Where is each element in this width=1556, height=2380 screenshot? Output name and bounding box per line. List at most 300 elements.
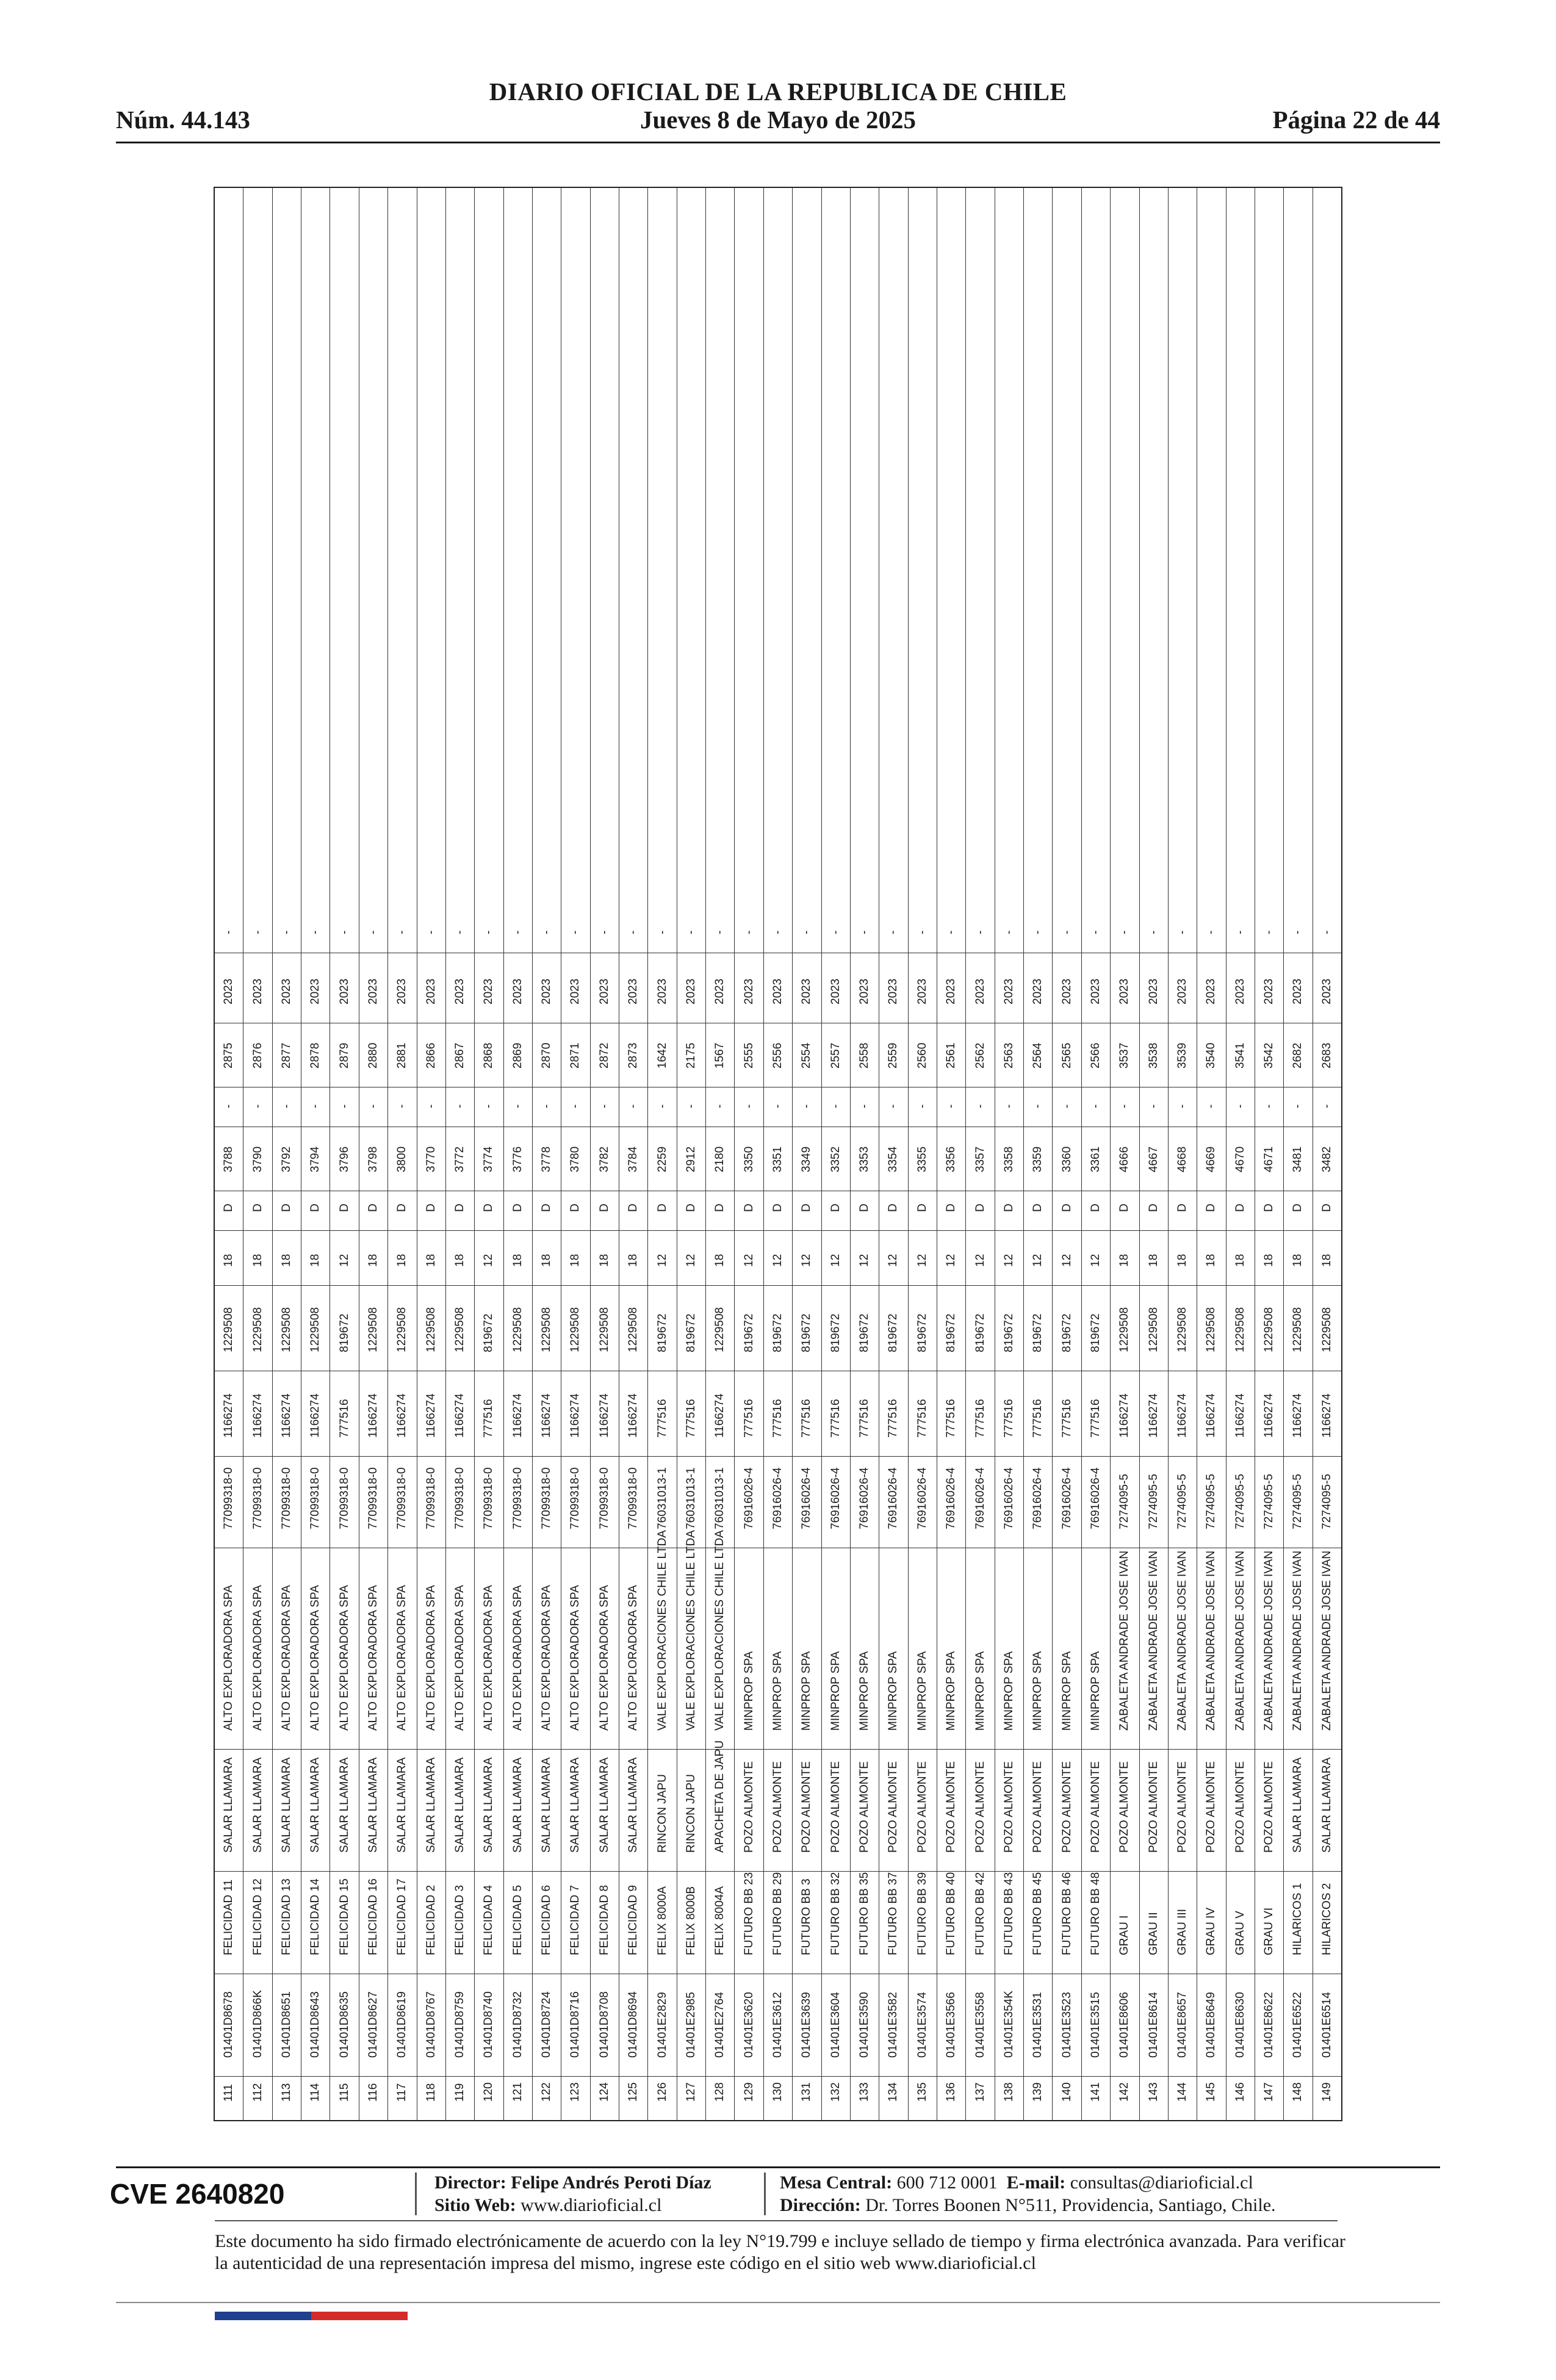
cell-ha: [966, 1230, 994, 1285]
cell-number: [851, 1023, 879, 1087]
cell-num: [851, 2076, 879, 2120]
cell-owner: [273, 1548, 301, 1749]
cell-text: 819672: [858, 1313, 871, 1352]
cell-year: [966, 953, 994, 1023]
cell-num: [591, 2076, 619, 2120]
cell-text: 1229508: [1320, 1307, 1333, 1352]
cell-dash-a: [561, 1087, 589, 1127]
cell-concession: [706, 1871, 734, 1974]
cell-text: 149: [1320, 2082, 1333, 2102]
cell-concession: [822, 1871, 850, 1974]
cell-text: 1166274: [627, 1393, 640, 1438]
cell-amount-a: [735, 1371, 763, 1456]
cell-text: D: [424, 1203, 438, 1212]
cell-text: 3349: [800, 1146, 813, 1172]
cell-ha: [1140, 1230, 1168, 1285]
cell-text: 18: [569, 1253, 582, 1267]
cell-text: POZO ALMONTE: [1118, 1761, 1131, 1853]
cell-text: 4670: [1233, 1146, 1247, 1172]
cell-code: [533, 1974, 561, 2076]
cell-text: 2562: [973, 1042, 987, 1069]
cell-text: 18: [366, 1253, 380, 1267]
cell-text: 7274095-5: [1147, 1474, 1160, 1529]
cell-type: [1053, 1191, 1081, 1230]
cell-text: 2023: [569, 978, 582, 1004]
cell-num: [215, 2076, 243, 2120]
table-row: [1140, 188, 1169, 2120]
cell-text: FELICIDAD 13: [279, 1878, 293, 1955]
cell-text: -: [366, 1104, 380, 1108]
cell-owner: [301, 1548, 330, 1749]
cell-dash-b: [1082, 188, 1110, 953]
cell-text: 819672: [482, 1313, 495, 1352]
cell-text: 142: [1118, 2082, 1131, 2102]
cell-text: 121: [511, 2082, 524, 2102]
cell-owner: [1140, 1548, 1168, 1749]
cell-owner: [504, 1548, 532, 1749]
cell-num: [1140, 2076, 1168, 2120]
cell-code: [1111, 1974, 1139, 2076]
cell-type: [735, 1191, 763, 1230]
cell-dash-b: [1197, 188, 1225, 953]
cell-year: [591, 953, 619, 1023]
cell-year: [215, 953, 243, 1023]
cell-text: RINCON JAPU: [655, 1774, 669, 1853]
cell-num: [359, 2076, 387, 2120]
cell-text: 819672: [945, 1313, 958, 1352]
cell-text: 01401E8606: [1118, 1992, 1131, 2058]
cell-place: [1053, 1749, 1081, 1871]
cell-fojas: [909, 1127, 937, 1191]
cell-text: 2023: [309, 978, 322, 1004]
cell-text: MINPROP SPA: [887, 1651, 900, 1731]
cell-owner: [359, 1548, 387, 1749]
cell-ha: [446, 1230, 474, 1285]
cell-type: [1255, 1191, 1283, 1230]
cell-amount-b: [1313, 1285, 1341, 1371]
table-row: [1111, 188, 1139, 2120]
cell-number: [909, 1023, 937, 1087]
cell-number: [1226, 1023, 1255, 1087]
cell-concession: [330, 1871, 358, 1974]
cell-code: [301, 1974, 330, 2076]
cell-text: FELICIDAD 3: [453, 1884, 467, 1955]
cell-rut: [1024, 1456, 1052, 1548]
cell-num: [417, 2076, 445, 2120]
cell-text: VALE EXPLORACIONES CHILE LTDA: [655, 1530, 669, 1731]
cell-fojas: [735, 1127, 763, 1191]
site-line: Sitio Web: www.diarioficial.cl: [434, 2195, 662, 2215]
cell-text: SALAR LLAMARA: [1291, 1757, 1305, 1853]
cell-text: D: [771, 1203, 784, 1212]
cell-text: 2556: [771, 1042, 784, 1069]
table-row: [822, 188, 851, 2120]
cell-text: 4667: [1147, 1146, 1160, 1172]
cell-text: 18: [540, 1253, 553, 1267]
cell-code: [243, 1974, 272, 2076]
cell-num: [301, 2076, 330, 2120]
cell-text: 819672: [684, 1313, 697, 1352]
cell-dash-b: [215, 188, 243, 953]
cell-text: 2555: [742, 1042, 755, 1069]
cell-text: SALAR LLAMARA: [569, 1757, 582, 1853]
cell-type: [243, 1191, 272, 1230]
cell-text: D: [1031, 1203, 1045, 1212]
cell-number: [648, 1023, 676, 1087]
cell-text: -: [713, 1104, 727, 1108]
cell-ha: [764, 1230, 792, 1285]
cell-text: -: [800, 1104, 813, 1108]
cell-text: D: [945, 1203, 958, 1212]
cell-dash-a: [301, 1087, 330, 1127]
cell-text: 129: [742, 2082, 755, 2102]
cell-amount-b: [446, 1285, 474, 1371]
cell-type: [273, 1191, 301, 1230]
cell-text: APACHETA DE JAPU: [713, 1740, 727, 1853]
cell-concession: [879, 1871, 907, 1974]
cell-ha: [591, 1230, 619, 1285]
cell-year: [388, 953, 416, 1023]
cell-text: ZABALETA ANDRADE JOSE IVAN: [1262, 1551, 1276, 1731]
cell-text: 138: [1002, 2082, 1015, 2102]
cell-text: 1166274: [1205, 1393, 1218, 1438]
cell-type: [475, 1191, 503, 1230]
cell-dash-a: [475, 1087, 503, 1127]
cell-owner: [1053, 1548, 1081, 1749]
cell-text: 2023: [800, 978, 813, 1004]
cell-amount-b: [648, 1285, 676, 1371]
cell-owner: [648, 1530, 676, 1749]
cell-type: [879, 1191, 907, 1230]
cell-fojas: [1197, 1127, 1225, 1191]
cell-text: ALTO EXPLORADORA SPA: [366, 1585, 380, 1731]
cell-owner: [1024, 1548, 1052, 1749]
cell-text: 77099318-0: [395, 1467, 409, 1529]
cell-text: MINPROP SPA: [771, 1651, 784, 1731]
cell-num: [330, 2076, 358, 2120]
email-link[interactable]: consultas@diarioficial.cl: [1070, 2173, 1253, 2193]
cell-num: [706, 2076, 734, 2120]
cell-place: [793, 1749, 821, 1871]
cell-num: [937, 2076, 965, 2120]
cell-text: 2023: [1031, 978, 1045, 1004]
cell-code: [1024, 1974, 1052, 2076]
cell-concession: [995, 1871, 1023, 1974]
cell-text: 126: [655, 2082, 669, 2102]
cell-text: 777516: [1031, 1399, 1045, 1438]
cell-dash-b: [966, 188, 994, 953]
cell-text: D: [742, 1203, 755, 1212]
cell-text: 2566: [1089, 1042, 1102, 1069]
cell-text: SALAR LLAMARA: [395, 1757, 409, 1853]
cell-rut: [1053, 1456, 1081, 1548]
cell-text: 77099318-0: [424, 1467, 438, 1529]
cell-year: [475, 953, 503, 1023]
cell-rut: [1082, 1456, 1110, 1548]
table-row: [388, 188, 417, 2120]
cell-text: -: [395, 1104, 409, 1108]
cell-number: [533, 1023, 561, 1087]
cell-number: [1169, 1023, 1197, 1087]
cell-dash-b: [1313, 188, 1341, 953]
cell-text: D: [1320, 1203, 1333, 1212]
cell-owner: [677, 1530, 705, 1749]
cell-text: 01401E3620: [742, 1992, 755, 2058]
cell-text: 2023: [713, 978, 727, 1004]
cell-text: 2023: [279, 978, 293, 1004]
cell-dash-a: [966, 1087, 994, 1127]
cell-place: [1197, 1749, 1225, 1871]
cell-owner: [1197, 1548, 1225, 1749]
cell-dash-b: [619, 188, 647, 953]
cell-text: -: [337, 930, 351, 934]
cell-fojas: [677, 1127, 705, 1191]
cell-rut: [417, 1456, 445, 1548]
cell-text: 133: [858, 2082, 871, 2102]
cell-text: -: [222, 1104, 236, 1108]
cell-dash-a: [937, 1087, 965, 1127]
cell-fojas: [475, 1127, 503, 1191]
cell-text: 3778: [540, 1146, 553, 1172]
cell-text: HILARICOS 2: [1320, 1883, 1333, 1955]
cell-text: 77099318-0: [511, 1467, 524, 1529]
cell-text: 777516: [829, 1399, 842, 1438]
cell-ha: [1255, 1230, 1283, 1285]
cell-text: 76916026-4: [829, 1467, 842, 1529]
cell-amount-b: [1111, 1285, 1139, 1371]
cell-num: [1255, 2076, 1283, 2120]
cell-text: 1166274: [279, 1393, 293, 1438]
cell-dash-a: [243, 1087, 272, 1127]
cell-text: 112: [251, 2083, 264, 2102]
cell-text: 76916026-4: [771, 1467, 784, 1529]
cell-text: 12: [887, 1253, 900, 1267]
cell-rut: [533, 1456, 561, 1548]
cell-text: -: [569, 930, 582, 934]
cell-text: D: [858, 1203, 871, 1212]
cell-text: 1229508: [279, 1307, 293, 1352]
cell-code: [1082, 1974, 1110, 2076]
cell-text: MINPROP SPA: [1060, 1651, 1073, 1731]
cell-text: 118: [424, 2083, 438, 2102]
cell-text: GRAU III: [1176, 1908, 1189, 1955]
cell-text: 777516: [887, 1399, 900, 1438]
cell-concession: [243, 1871, 272, 1974]
cell-dash-b: [591, 188, 619, 953]
cell-amount-b: [1255, 1285, 1283, 1371]
cell-fojas: [1226, 1127, 1255, 1191]
cell-text: 3353: [858, 1146, 871, 1172]
cell-text: 18: [1320, 1253, 1333, 1267]
cell-text: FELICIDAD 11: [222, 1879, 236, 1955]
cell-text: -: [453, 930, 467, 934]
cell-place: [533, 1749, 561, 1871]
cell-number: [561, 1023, 589, 1087]
cell-dash-a: [648, 1087, 676, 1127]
flag-bar-red: [311, 2312, 408, 2320]
cell-text: 2558: [858, 1042, 871, 1069]
table-row: [1024, 188, 1053, 2120]
cell-rut: [909, 1456, 937, 1548]
cell-type: [446, 1191, 474, 1230]
cell-amount-b: [995, 1285, 1023, 1371]
cell-text: D: [222, 1203, 236, 1212]
cell-text: 2557: [829, 1042, 842, 1069]
cell-text: 01401E3558: [973, 1992, 987, 2058]
cell-place: [301, 1749, 330, 1871]
cell-year: [273, 953, 301, 1023]
cell-amount-b: [243, 1285, 272, 1371]
cell-text: 12: [945, 1253, 958, 1267]
cell-dash-b: [735, 188, 763, 953]
cell-owner: [533, 1548, 561, 1749]
cell-place: [937, 1749, 965, 1871]
cell-text: 1229508: [1205, 1307, 1218, 1352]
cell-place: [1024, 1749, 1052, 1871]
cell-text: 819672: [800, 1313, 813, 1352]
cell-text: POZO ALMONTE: [1031, 1761, 1045, 1853]
cell-text: 12: [771, 1253, 784, 1267]
cell-fojas: [301, 1127, 330, 1191]
cell-amount-b: [764, 1285, 792, 1371]
cell-place: [851, 1749, 879, 1871]
site-url[interactable]: www.diarioficial.cl: [520, 2195, 662, 2215]
cell-text: 1166274: [511, 1393, 524, 1438]
table-row: [648, 188, 677, 2120]
cell-dash-a: [822, 1087, 850, 1127]
cell-year: [1313, 953, 1341, 1023]
cell-text: ZABALETA ANDRADE JOSE IVAN: [1176, 1551, 1189, 1731]
cell-text: 2023: [829, 978, 842, 1004]
cell-text: 12: [742, 1253, 755, 1267]
cell-text: -: [771, 1104, 784, 1108]
contact-line: Mesa Central: 600 712 0001 E-mail: consultas@diarioficial.cl: [780, 2173, 1253, 2193]
cell-number: [822, 1023, 850, 1087]
cell-text: 3542: [1262, 1042, 1276, 1069]
cell-num: [1053, 2076, 1081, 2120]
cell-text: 819672: [1002, 1313, 1015, 1352]
cell-dash-b: [301, 188, 330, 953]
cell-rut: [1313, 1456, 1341, 1548]
cell-fojas: [879, 1127, 907, 1191]
cell-text: 2870: [540, 1042, 553, 1069]
cell-code: [909, 1974, 937, 2076]
cell-place: [677, 1749, 705, 1871]
cell-text: 3800: [395, 1146, 409, 1172]
cell-text: 12: [337, 1253, 351, 1267]
cell-rut: [215, 1456, 243, 1548]
cell-text: 01401E8622: [1262, 1992, 1276, 2058]
cell-amount-a: [417, 1371, 445, 1456]
cell-type: [359, 1191, 387, 1230]
cell-ha: [1226, 1230, 1255, 1285]
cell-owner: [909, 1548, 937, 1749]
cell-text: 3538: [1147, 1042, 1160, 1069]
cell-year: [533, 953, 561, 1023]
table-row: [1284, 188, 1313, 2120]
cell-text: 1229508: [222, 1307, 236, 1352]
cell-rut: [1169, 1456, 1197, 1548]
cell-dash-b: [533, 188, 561, 953]
cell-number: [677, 1023, 705, 1087]
cell-text: 4671: [1262, 1146, 1276, 1172]
cell-text: 01401E3604: [829, 1992, 842, 2058]
cell-text: MINPROP SPA: [858, 1651, 871, 1731]
cell-num: [822, 2076, 850, 2120]
cell-rut: [388, 1456, 416, 1548]
cell-text: 2873: [627, 1042, 640, 1069]
table-row: [619, 188, 648, 2120]
cell-text: -: [627, 930, 640, 934]
cell-text: 777516: [973, 1399, 987, 1438]
cell-year: [301, 953, 330, 1023]
cell-text: 2023: [655, 978, 669, 1004]
cell-number: [735, 1023, 763, 1087]
cell-ha: [735, 1230, 763, 1285]
table-body: [215, 188, 1341, 2120]
cell-text: 77099318-0: [309, 1467, 322, 1529]
cell-text: POZO ALMONTE: [915, 1761, 929, 1853]
cell-text: POZO ALMONTE: [1089, 1761, 1102, 1853]
cell-concession: [909, 1871, 937, 1974]
cell-concession: [388, 1871, 416, 1974]
cell-text: -: [597, 930, 611, 934]
cell-text: FUTURO BB 43: [1002, 1872, 1015, 1955]
cell-text: D: [597, 1203, 611, 1212]
cell-fojas: [273, 1127, 301, 1191]
cell-text: -: [309, 930, 322, 934]
cell-num: [764, 2076, 792, 2120]
table-row: [677, 188, 706, 2120]
cell-text: 77099318-0: [337, 1467, 351, 1529]
cell-text: 12: [482, 1253, 495, 1267]
cell-owner: [995, 1548, 1023, 1749]
cell-text: 2180: [713, 1146, 727, 1172]
cell-text: 1166274: [713, 1393, 727, 1438]
cell-text: 1229508: [309, 1307, 322, 1352]
cell-concession: [937, 1871, 965, 1974]
cell-dash-b: [648, 188, 676, 953]
cell-num: [504, 2076, 532, 2120]
cell-text: 01401E3515: [1089, 1992, 1102, 2058]
cell-text: 2023: [337, 978, 351, 1004]
cell-dash-a: [1197, 1087, 1225, 1127]
cell-number: [388, 1023, 416, 1087]
cell-text: 12: [1002, 1253, 1015, 1267]
table-row: [879, 188, 908, 2120]
cell-amount-b: [301, 1285, 330, 1371]
table-row: [706, 188, 735, 2120]
table-row: [1053, 188, 1081, 2120]
cell-amount-b: [879, 1285, 907, 1371]
cell-year: [1053, 953, 1081, 1023]
cell-text: 140: [1060, 2082, 1073, 2102]
cell-number: [966, 1023, 994, 1087]
cell-year: [446, 953, 474, 1023]
cell-amount-a: [475, 1371, 503, 1456]
cell-num: [446, 2076, 474, 2120]
cell-text: D: [1262, 1203, 1276, 1212]
cell-text: -: [222, 930, 236, 934]
cell-text: 2880: [366, 1042, 380, 1069]
cell-text: MINPROP SPA: [915, 1651, 929, 1731]
cell-dash-b: [475, 188, 503, 953]
cell-text: 777516: [858, 1399, 871, 1438]
cell-text: -: [1002, 930, 1015, 934]
cell-text: -: [684, 930, 697, 934]
cell-dash-b: [995, 188, 1023, 953]
cell-text: 1229508: [540, 1307, 553, 1352]
